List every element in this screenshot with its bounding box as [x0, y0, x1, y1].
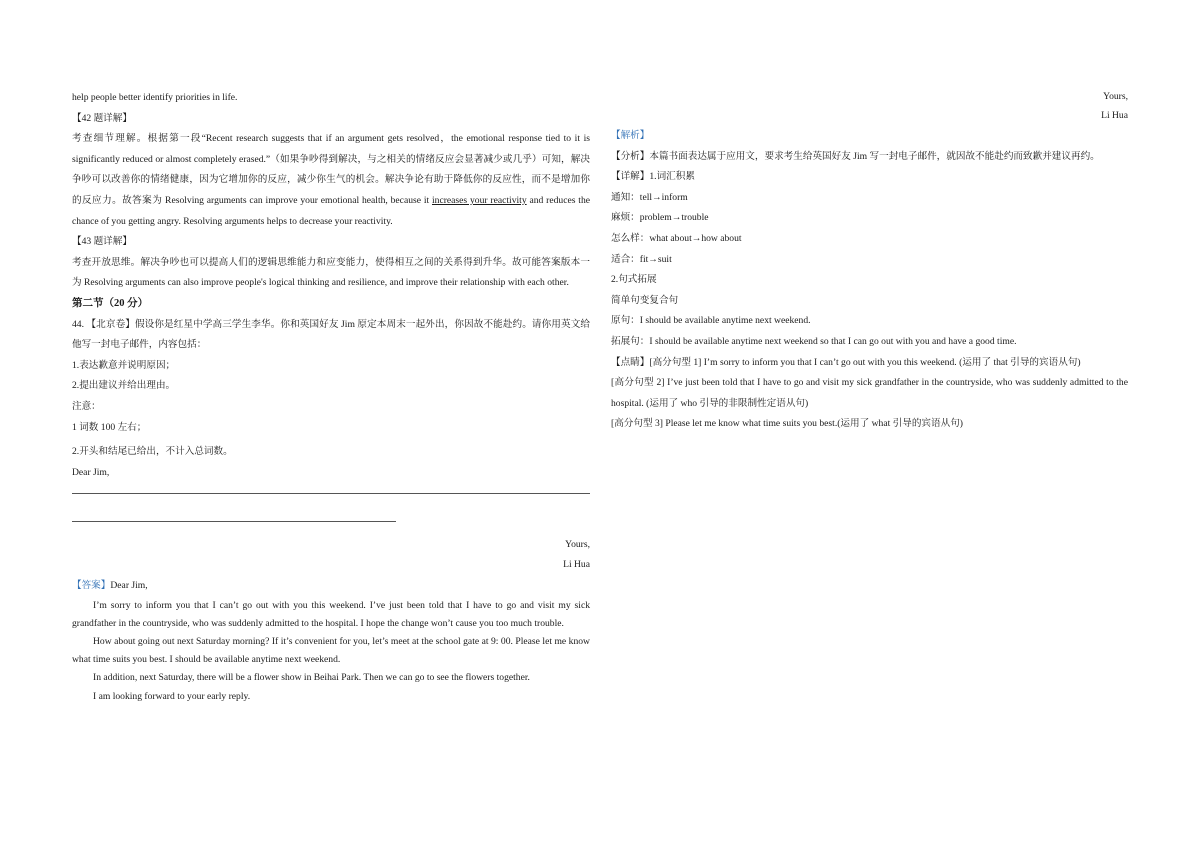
vocab-4: 适合：fit→suit [611, 253, 672, 265]
right-column [611, 126, 1128, 435]
requirement-1: 1.表达歉意并说明原因； [72, 359, 176, 371]
header-signature [1060, 88, 1128, 125]
answer-tag: 【答案】 [72, 580, 111, 592]
underlined-phrase: increases your reactivity [432, 194, 527, 206]
vocab-3: 怎么样：what about→how about [611, 232, 742, 244]
text-line: help people better identify priorities in life. [72, 92, 238, 103]
paragraph-42-text: 考查细节理解。根据第一段“Recent research suggests that if an argument gets resolved，the emotional response tied to it is significantly reduced or almost completely erased.”（如果争吵得到解决，与之相关的情绪反应会显著减少或几乎）可知，解决争吵可以改善你的情绪健康，因为它增加你的反应，减少你生气的机会。解决争论有助于降低你的反应性，而不是增加你的反应力。故答案为 Resolving arguments can improve your emotional health, because it [72, 133, 590, 206]
original-sentence: 原句：I should be available anytime next weekend. [611, 315, 811, 327]
closing-yours: Yours, [565, 538, 590, 550]
answer-paragraph-1: I’m sorry to inform you that I can’t go out with you this weekend. I’ve just been told that I have to go and visit my sick grandfather in the countryside, who was suddenly admitted to the hospital. I hope the change won’t cause you too much trouble. [72, 599, 590, 629]
salutation: Dear Jim, [72, 466, 110, 478]
section-2-title: 第二节（20 分） [72, 297, 149, 309]
sentence-heading: 2.句式拓展 [611, 274, 657, 286]
heading-42: 【42 题详解】 [72, 112, 132, 124]
requirement-2: 2.提出建议并给出理由。 [72, 380, 176, 392]
left-column [72, 88, 590, 706]
highlight-2: [高分句型 2] I’ve just been told that I have to go and visit my sick grandfather in the countryside, who was suddenly admitted to the hospital. (运用了 who 引导的非限制性定语从句) [611, 377, 1128, 409]
detail-heading: 【详解】1.词汇积累 [611, 171, 695, 183]
writing-line-short [72, 521, 396, 522]
paragraph-42 [72, 129, 590, 232]
note-1: 1 词数 100 左右； [72, 421, 147, 433]
highlight-1: 【点睛】[高分句型 1] I’m sorry to inform you that I can’t go out with you this weekend. (运用了 that 引导的宾语从句) [611, 356, 1081, 368]
answer-start [72, 576, 590, 597]
writing-line [72, 493, 590, 494]
analysis-paragraph: 【分析】本篇书面表达属于应用文，要求考生给英国好友 Jim 写一封电子邮件，就因故不能赴约而致歉并建议再约。 [611, 150, 1100, 162]
answer-salutation: Dear Jim, [110, 580, 148, 592]
heading-43: 【43 题详解】 [72, 236, 132, 248]
vocab-1: 通知：tell→inform [611, 191, 688, 203]
sentence-subheading: 简单句变复合句 [611, 294, 679, 306]
writing-line-2-wrap [72, 510, 590, 531]
analysis-tag: 【解析】 [611, 130, 650, 141]
answer-paragraph-4: I am looking forward to your early reply. [93, 690, 251, 702]
signature-name: Li Hua [1101, 109, 1128, 121]
question-44: 44. 【北京卷】假设你是红星中学高三学生李华。你和英国好友 Jim 原定本周末一起外出，你因故不能赴约。请你用英文给他写一封电子邮件，内容包括： [72, 318, 590, 351]
note-2: 2.开头和结尾已给出，不计入总词数。 [72, 446, 233, 458]
highlight-3: [高分句型 3] Please let me know what time suits you best.(运用了 what 引导的宾语从句) [611, 418, 963, 430]
extended-sentence: 拓展句：I should be available anytime next weekend so that I can go out with you and have a good time. [611, 335, 1017, 347]
vocab-2: 麻烦：problem→trouble [611, 212, 709, 224]
note-label: 注意： [72, 400, 101, 412]
answer-paragraph-3: In addition, next Saturday, there will be a flower show in Beihai Park. Then we can go to see the flowers together. [93, 672, 530, 684]
answer-paragraph-2: How about going out next Saturday morning? If it’s convenient for you, let’s meet at the school gate at 9: 00. Please let me know what time suits you best. I should be available anytime next weekend. [72, 636, 590, 666]
signature-yours: Yours, [1103, 91, 1128, 102]
closing-name: Li Hua [563, 559, 590, 571]
paragraph-43: 考查开放思维。解决争吵也可以提高人们的逻辑思维能力和应变能力，使得相互之间的关系得到升华。故可能答案版本一为 Resolving arguments can also improve people's logical thinking and resilience, and improve their relationship with each other. [72, 256, 590, 289]
paragraph-42-end: and reduces the chance of you getting angry. Resolving arguments helps to decrease your reactivity. [72, 194, 590, 227]
